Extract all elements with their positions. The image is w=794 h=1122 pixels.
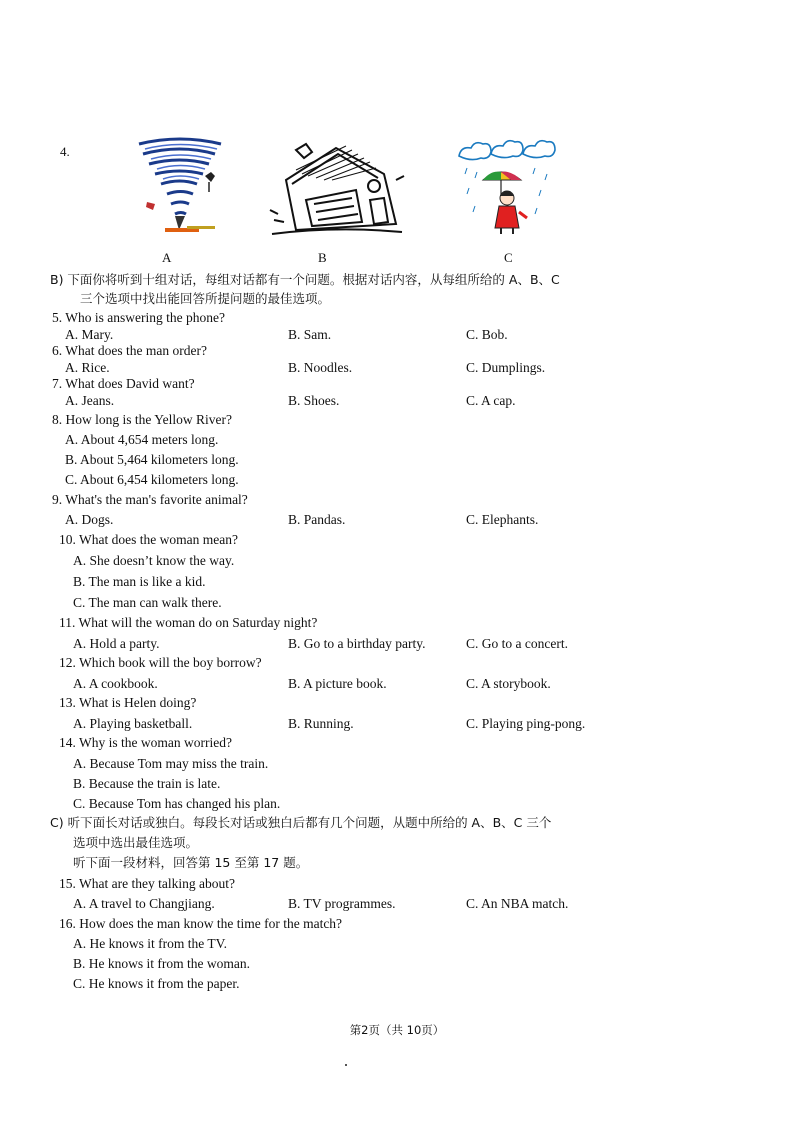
question-15: 15. What are they talking about? (59, 876, 235, 891)
section-b-heading-line1: B) 下面你将听到十组对话，每组对话都有一个问题。根据对话内容，从每组所给的 A、B、C (50, 272, 560, 287)
question-12: 12. Which book will the boy borrow? (59, 655, 262, 670)
question-6: 6. What does the man order? (52, 343, 207, 358)
q7-option-c: C. A cap. (466, 393, 516, 408)
q12-option-b: B. A picture book. (288, 676, 387, 691)
q9-option-b: B. Pandas. (288, 512, 346, 527)
question-13: 13. What is Helen doing? (59, 695, 197, 710)
question-4-number: 4. (60, 144, 70, 159)
q10-option-b: B. The man is like a kid. (73, 574, 206, 589)
page-number-footer: 第2页（共 10页） (349, 1023, 445, 1037)
question-16: 16. How does the man know the time for the match? (59, 916, 343, 931)
q6-option-a: A. Rice. (65, 360, 110, 375)
picture-a-label: A (162, 250, 172, 265)
q13-option-b: B. Running. (288, 716, 354, 731)
q14-option-a: A. Because Tom may miss the train. (73, 756, 269, 771)
q8-option-a: A. About 4,654 meters long. (65, 432, 219, 447)
q13-option-a: A. Playing basketball. (73, 716, 193, 731)
scan-speck (345, 1064, 347, 1066)
q7-option-a: A. Jeans. (65, 393, 115, 408)
section-b-heading-line2: 三个选项中找出能回答所提问题的最佳选项。 (80, 291, 331, 306)
question-5: 5. Who is answering the phone? (52, 310, 225, 325)
damaged-house-icon (266, 140, 408, 240)
q9-option-a: A. Dogs. (65, 512, 114, 527)
section-c-heading-line2: 选项中选出最佳选项。 (73, 835, 199, 850)
q15-option-c: C. An NBA match. (466, 896, 569, 911)
q6-option-b: B. Noodles. (288, 360, 353, 375)
q5-option-c: C. Bob. (466, 327, 508, 342)
q5-option-b: B. Sam. (288, 327, 332, 342)
question-8: 8. How long is the Yellow River? (52, 412, 232, 427)
picture-c-label: C (504, 250, 513, 265)
question-10: 10. What does the woman mean? (59, 532, 238, 547)
picture-b-label: B (318, 250, 327, 265)
q14-option-b: B. Because the train is late. (73, 776, 221, 791)
question-14: 14. Why is the woman worried? (59, 735, 232, 750)
q10-option-a: A. She doesn’t know the way. (73, 553, 235, 568)
q16-option-c: C. He knows it from the paper. (73, 976, 240, 991)
q15-option-a: A. A travel to Changjiang. (73, 896, 215, 911)
section-c-intro: 听下面一段材料，回答第 15 至第 17 题。 (73, 855, 309, 870)
rainy-girl-umbrella-icon (455, 138, 559, 238)
q11-option-b: B. Go to a birthday party. (288, 636, 426, 651)
q9-option-c: C. Elephants. (466, 512, 539, 527)
q12-option-c: C. A storybook. (466, 676, 551, 691)
q7-option-b: B. Shoes. (288, 393, 340, 408)
tornado-icon (135, 136, 225, 236)
question-7: 7. What does David want? (52, 376, 195, 391)
question-9: 9. What's the man's favorite animal? (52, 492, 248, 507)
section-c-heading-line1: C) 听下面长对话或独白。每段长对话或独白后都有几个问题，从题中所给的 A、B、C 三个 (50, 815, 552, 830)
q5-option-a: A. Mary. (65, 327, 114, 342)
q12-option-a: A. A cookbook. (73, 676, 158, 691)
q8-option-b: B. About 5,464 kilometers long. (65, 452, 239, 467)
q15-option-b: B. TV programmes. (288, 896, 396, 911)
q6-option-c: C. Dumplings. (466, 360, 546, 375)
q14-option-c: C. Because Tom has changed his plan. (73, 796, 281, 811)
question-11: 11. What will the woman do on Saturday night? (59, 615, 318, 630)
q16-option-b: B. He knows it from the woman. (73, 956, 250, 971)
q13-option-c: C. Playing ping-pong. (466, 716, 586, 731)
q11-option-a: A. Hold a party. (73, 636, 160, 651)
q11-option-c: C. Go to a concert. (466, 636, 568, 651)
q8-option-c: C. About 6,454 kilometers long. (65, 472, 239, 487)
q10-option-c: C. The man can walk there. (73, 595, 222, 610)
q16-option-a: A. He knows it from the TV. (73, 936, 227, 951)
